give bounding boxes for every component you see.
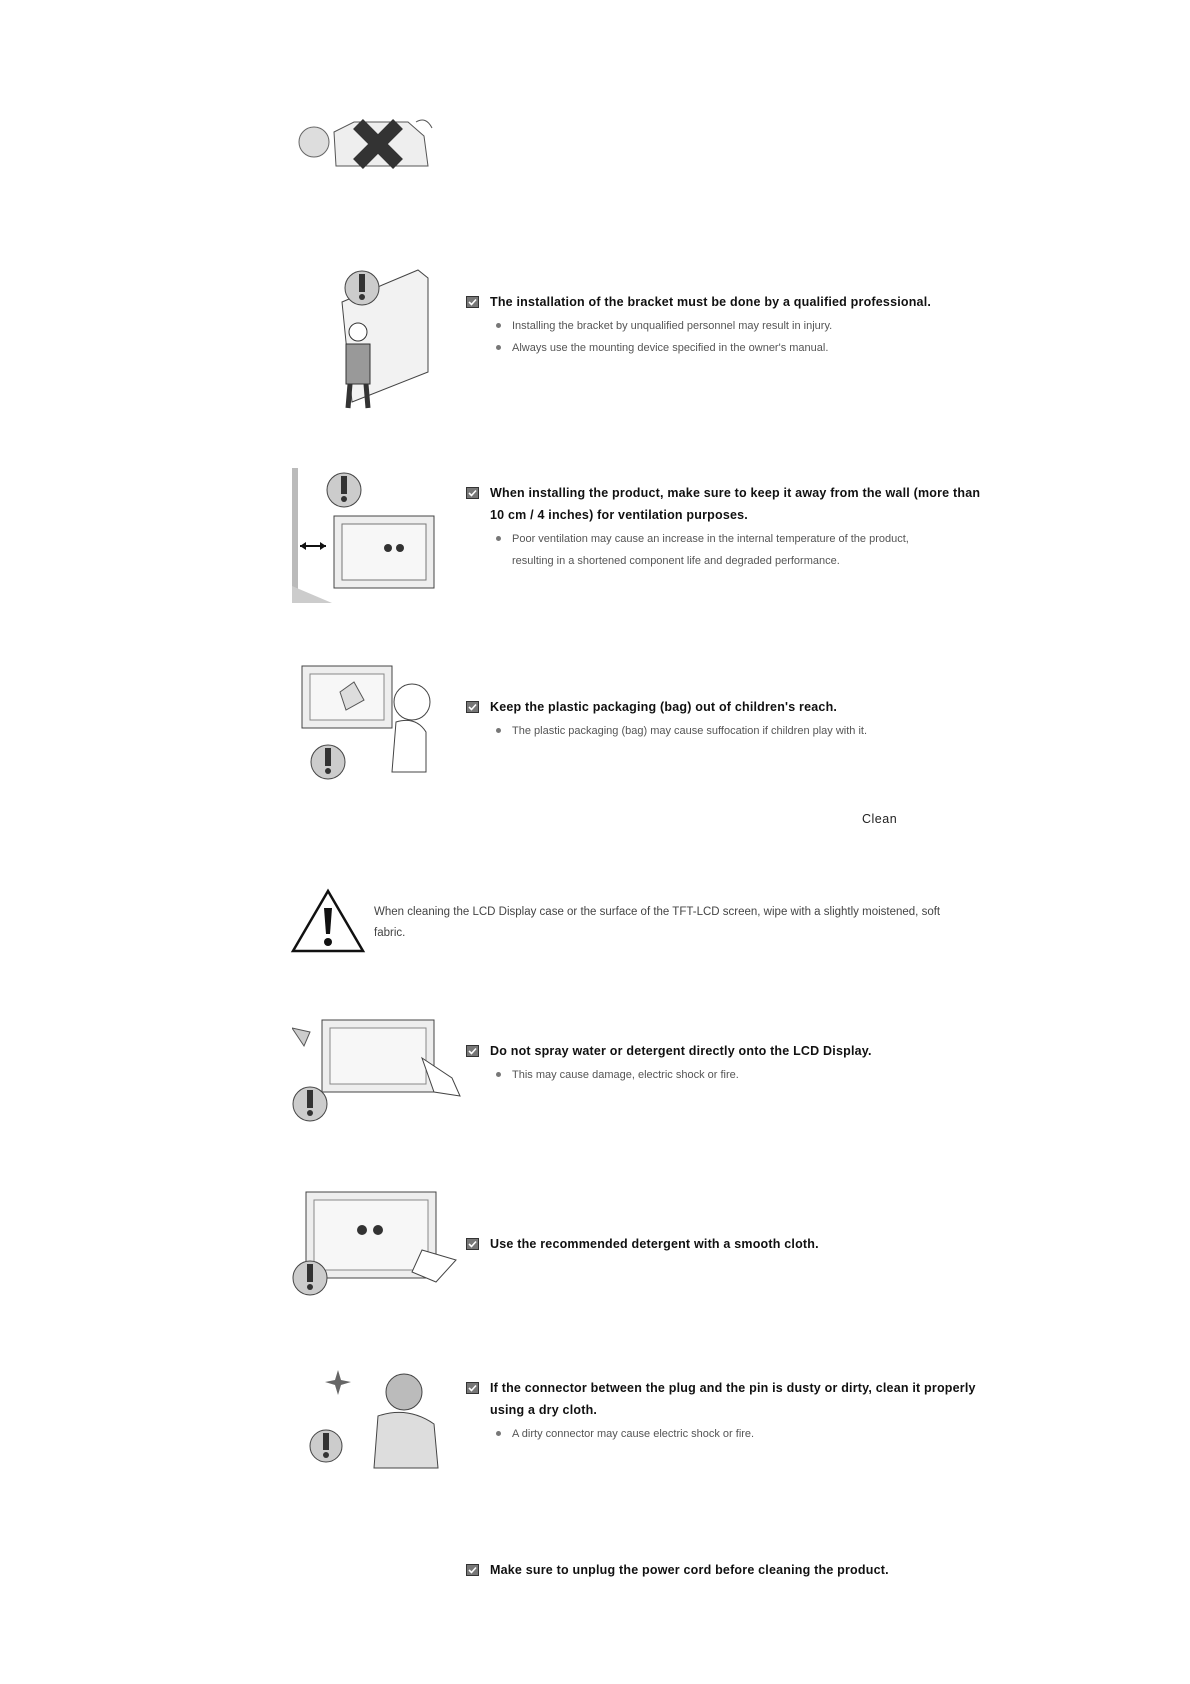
item-heading — [466, 291, 986, 313]
item-wall-ventilation — [466, 482, 986, 572]
item-heading-text: When installing the product, make sure to keep it away from the wall (more than 10 cm / 4 inches) for ventilation purposes. — [490, 486, 981, 522]
list-item — [490, 528, 930, 572]
list-item — [490, 315, 986, 337]
item-plastic-packaging — [466, 696, 986, 742]
illustration-bracket-installation — [328, 262, 438, 412]
item-heading-text: Make sure to unplug the power cord before cleaning the product. — [490, 1563, 889, 1577]
illustration-dusty-connector — [308, 1366, 448, 1476]
note-icon — [466, 1045, 479, 1057]
item-bracket-installation — [466, 291, 986, 359]
item-heading — [466, 1559, 986, 1581]
item-heading-text: Do not spray water or detergent directly onto the LCD Display. — [490, 1044, 872, 1058]
item-bullets — [466, 528, 930, 572]
section-title: Clean — [862, 812, 898, 826]
note-icon — [466, 1382, 479, 1394]
item-heading — [466, 696, 986, 718]
bullet-icon — [496, 728, 501, 733]
item-no-spray — [466, 1040, 986, 1086]
illustration-prohibited-placement — [296, 114, 446, 176]
item-heading-text: The installation of the bracket must be done by a qualified professional. — [490, 295, 932, 309]
bullet-text: A dirty connector may cause electric shock or fire. — [512, 1428, 755, 1440]
item-bullets — [466, 1423, 986, 1445]
bullet-icon — [496, 323, 501, 328]
illustration-no-spray — [292, 1018, 462, 1128]
item-dusty-connector — [466, 1377, 986, 1445]
note-icon — [466, 1564, 479, 1576]
note-icon — [466, 487, 479, 499]
item-bullets — [466, 720, 986, 742]
bullet-text: Poor ventilation may cause an increase in the internal temperature of the product, resulting in a shortened component life and degraded performance. — [512, 533, 909, 567]
item-heading-text: If the connector between the plug and the pin is dusty or dirty, clean it properly using a dry cloth. — [490, 1381, 976, 1417]
item-heading — [466, 1040, 986, 1062]
illustration-detergent-cloth — [292, 1186, 462, 1300]
item-unplug-power — [466, 1559, 986, 1581]
bullet-icon — [496, 536, 501, 541]
note-icon — [466, 701, 479, 713]
caution-text: When cleaning the LCD Display case or the surface of the TFT-LCD screen, wipe with a slightly moistened, soft fabric. — [374, 906, 941, 939]
item-recommended-detergent — [466, 1233, 986, 1255]
item-heading — [466, 1233, 986, 1255]
note-icon — [466, 296, 479, 308]
bullet-icon — [496, 1072, 501, 1077]
item-heading — [466, 1377, 986, 1421]
bullet-icon — [496, 1431, 501, 1436]
bullet-icon — [496, 345, 501, 350]
bullet-text: Installing the bracket by unqualified personnel may result in injury. — [512, 320, 833, 332]
bullet-text: Always use the mounting device specified in the owner's manual. — [512, 342, 829, 354]
bullet-text: The plastic packaging (bag) may cause suffocation if children play with it. — [512, 725, 868, 737]
bullet-text: This may cause damage, electric shock or fire. — [512, 1069, 739, 1081]
illustration-wall-ventilation — [292, 468, 442, 608]
list-item — [490, 337, 986, 359]
item-bullets — [466, 1064, 986, 1086]
list-item — [490, 1064, 986, 1086]
item-heading-text: Use the recommended detergent with a smooth cloth. — [490, 1237, 819, 1251]
item-bullets — [466, 315, 986, 359]
warning-triangle-icon — [290, 888, 366, 954]
note-icon — [466, 1238, 479, 1250]
illustration-plastic-bag-child — [300, 662, 450, 792]
item-heading-text: Keep the plastic packaging (bag) out of children's reach. — [490, 700, 838, 714]
list-item — [490, 1423, 986, 1445]
item-heading — [466, 482, 986, 526]
list-item — [490, 720, 986, 742]
